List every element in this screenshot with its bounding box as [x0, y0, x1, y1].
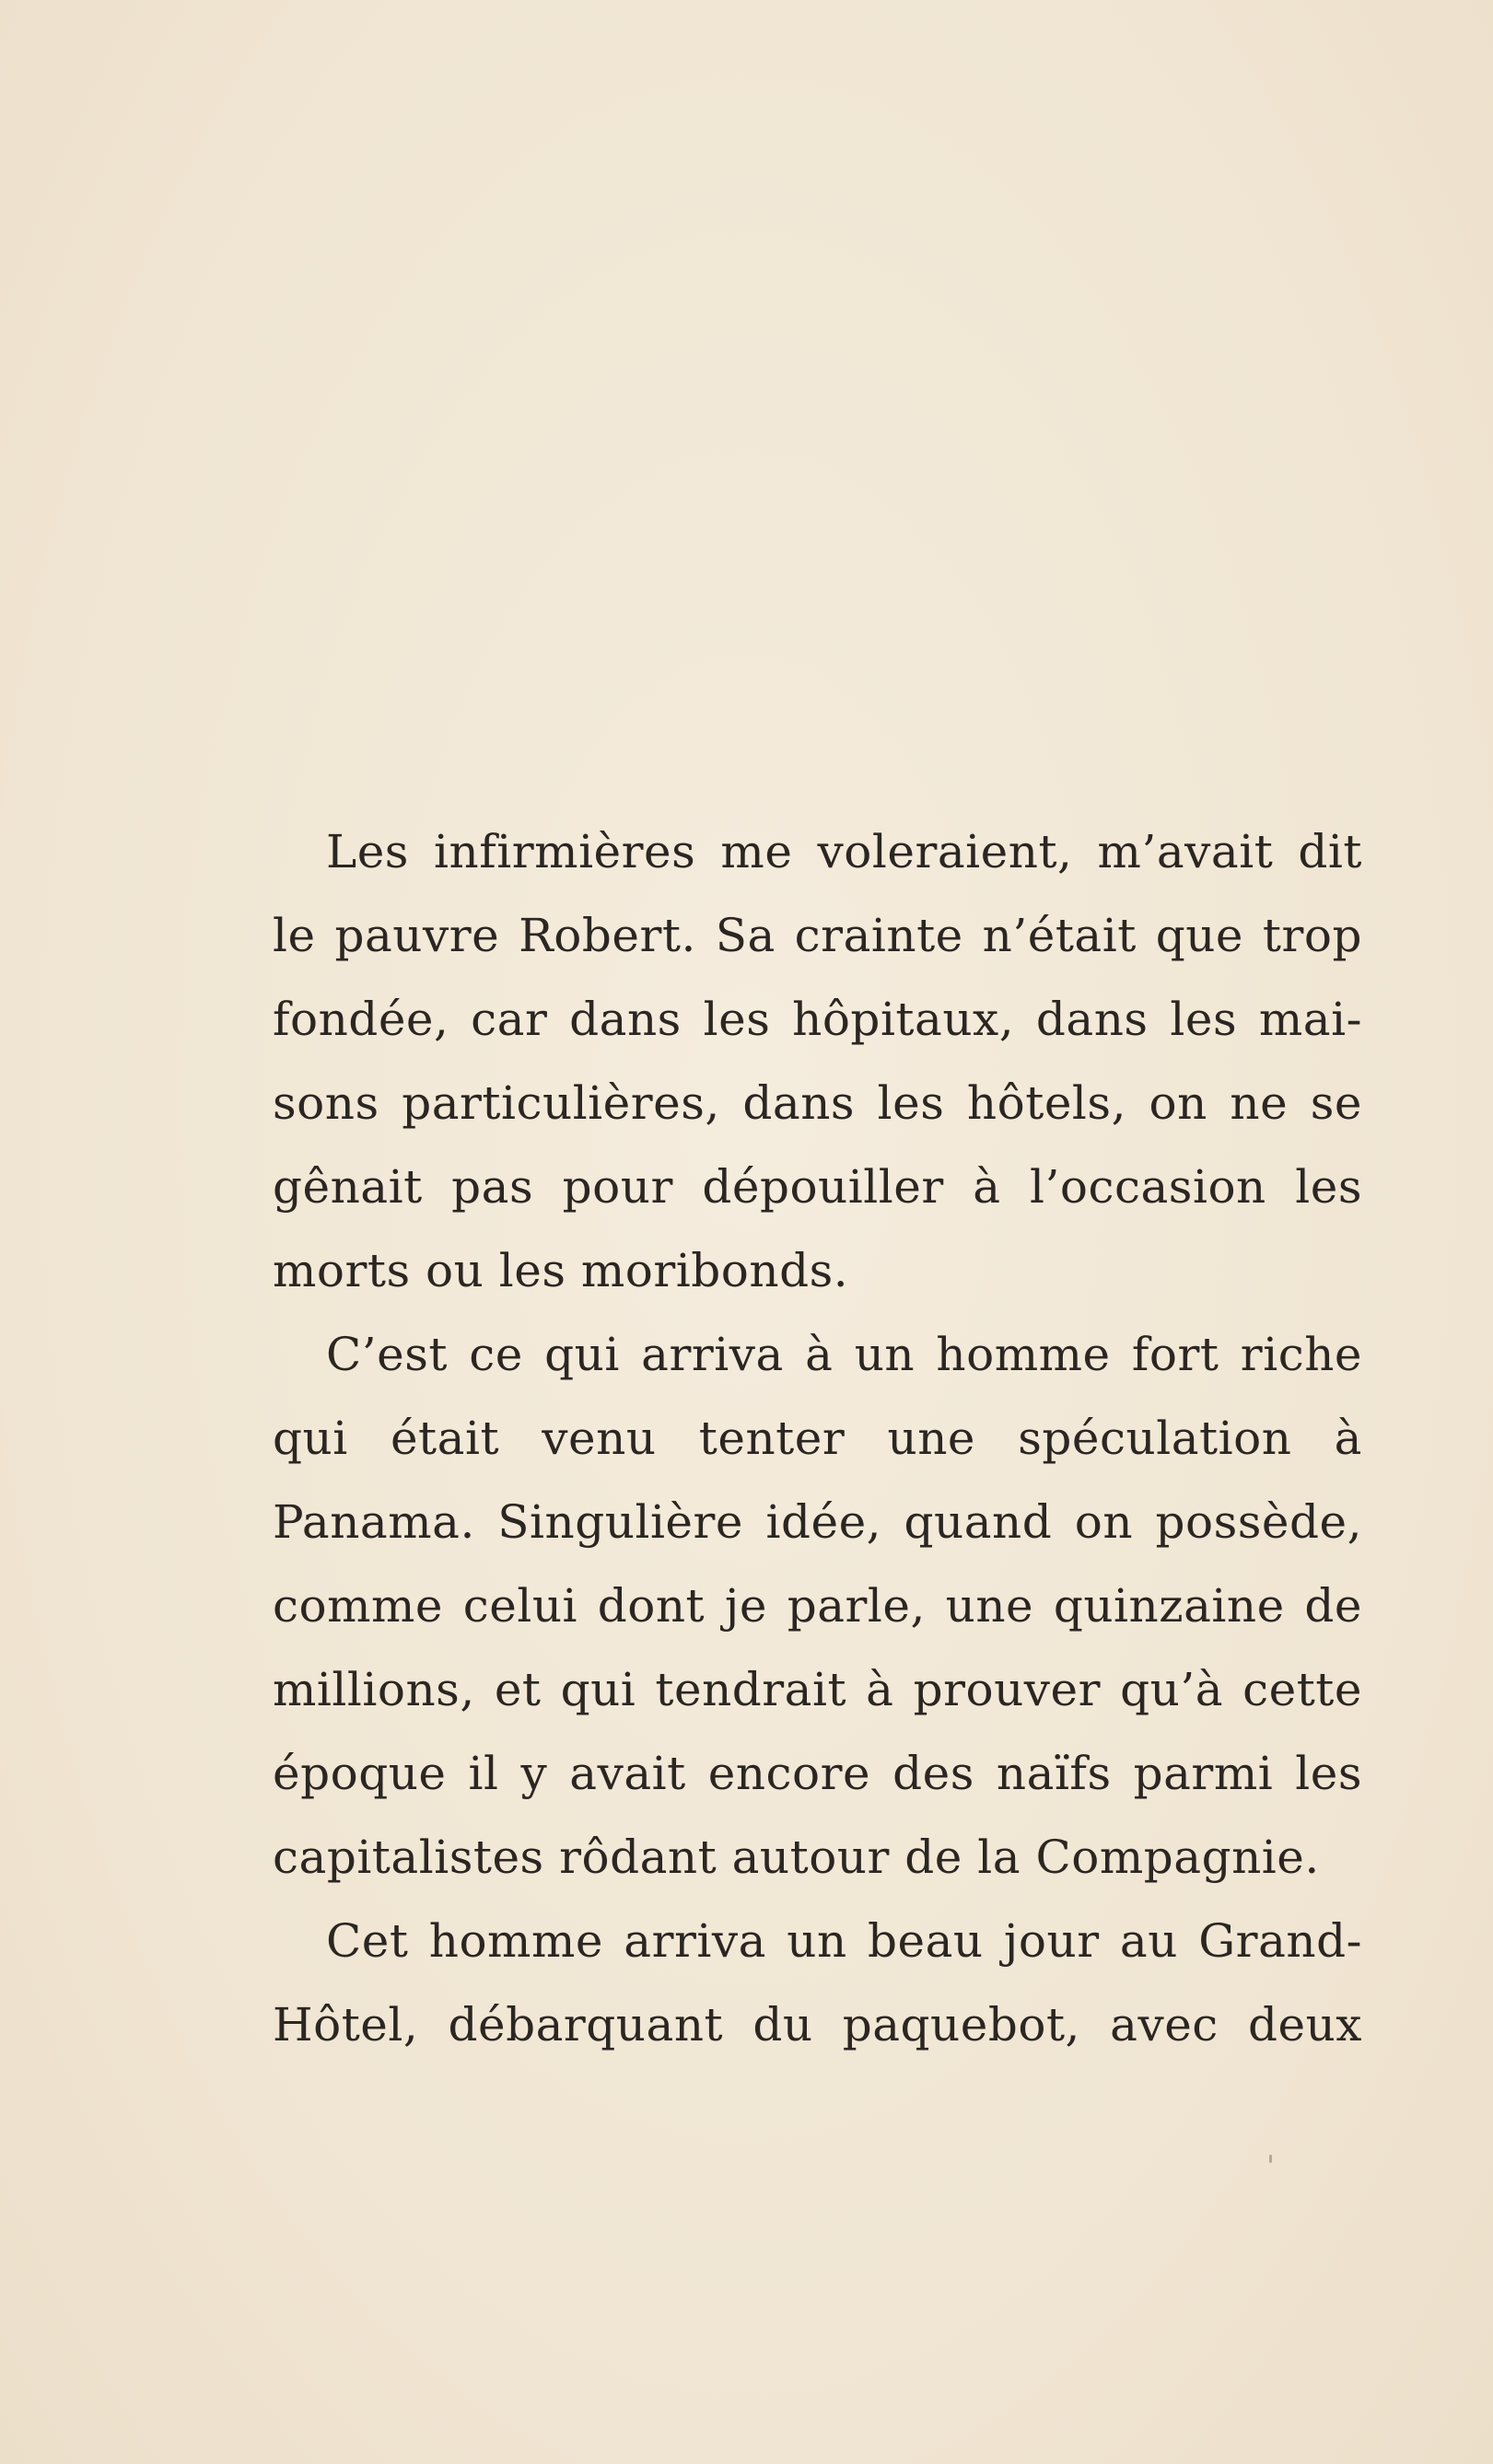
body-text — [273, 810, 1362, 2067]
text-line: gênait pas pour dépouiller à l’occasion les — [273, 1160, 1362, 1214]
text-line: comme celui dont je parle, une quinzaine de — [273, 1579, 1362, 1633]
text-line: Cet homme arriva un beau jour au Grand- — [326, 1914, 1362, 1968]
text-line: morts ou les moribonds. — [273, 1244, 849, 1297]
text-line: fondée, car dans les hôpitaux, dans les mai- — [273, 993, 1362, 1046]
text-line: le pauvre Robert. Sa crainte n’était que trop — [273, 909, 1362, 962]
text-line: sons particulières, dans les hôtels, on ne se — [273, 1076, 1362, 1130]
text-line: millions, et qui tendrait à prouver qu’à cette — [273, 1663, 1362, 1716]
paper-speck — [1269, 2155, 1272, 2163]
text-line: époque il y avait encore des naïfs parmi les — [273, 1747, 1362, 1800]
text-line: Les infirmières me voleraient, m’avait dit — [326, 825, 1362, 878]
text-line: capitalistes rôdant autour de la Compagnie. — [273, 1831, 1320, 1884]
text-line: C’est ce qui arriva à un homme fort riche — [326, 1328, 1362, 1381]
text-line: qui était venu tenter une spéculation à — [273, 1412, 1362, 1465]
text-line: Panama. Singulière idée, quand on possède, — [273, 1495, 1362, 1549]
text-line: Hôtel, débarquant du paquebot, avec deux — [273, 1998, 1362, 2051]
